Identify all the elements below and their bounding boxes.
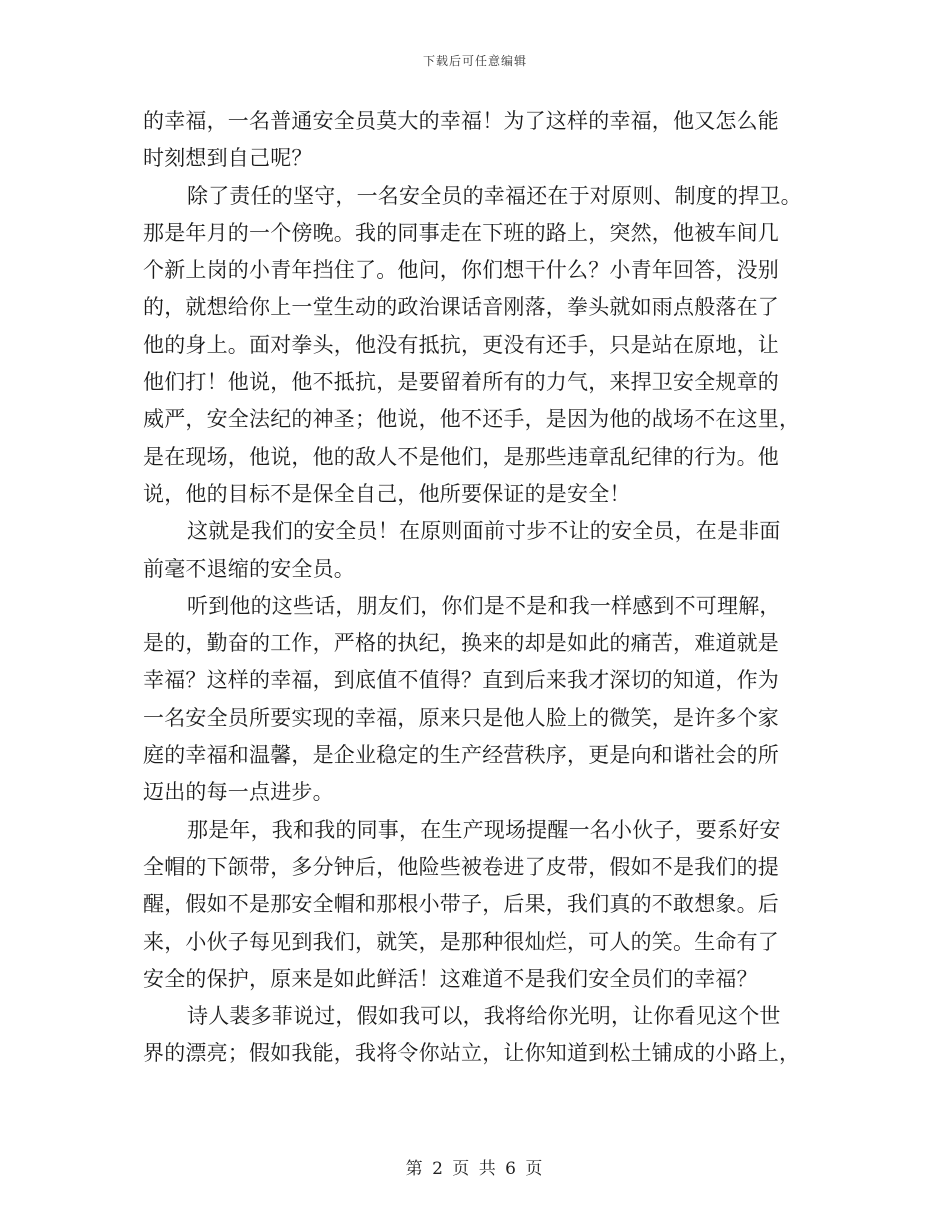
- text-line: 听到他的这些话，朋友们，你们是不是和我一样感到不可理解，: [187, 593, 781, 618]
- text-line: 幸福？这样的幸福，到底值不值得？直到后来我才深切的知道，作为: [143, 668, 779, 693]
- text-line: 诗人裴多菲说过，假如我可以，我将给你光明，让你看见这个世: [187, 1004, 781, 1029]
- text-line: 他的身上。面对拳头，他没有抵抗，更没有还手，只是站在原地，让: [143, 332, 779, 357]
- text-line: 那是年月的一个傍晚。我的同事走在下班的路上，突然，他被车间几: [143, 220, 779, 245]
- text-line: 说，他的目标不是保全自己，他所要保证的是安全！: [143, 481, 631, 506]
- text-line: 这就是我们的安全员！在原则面前寸步不让的安全员，在是非面: [187, 519, 781, 544]
- text-line: 那是年，我和我的同事，在生产现场提醒一名小伙子，要系好安: [187, 817, 781, 842]
- text-line: 界的漂亮；假如我能，我将令你站立，让你知道到松土铺成的小路上，: [143, 1041, 801, 1066]
- text-line: 庭的幸福和温馨，是企业稳定的生产经营秩序，更是向和谐社会的所: [143, 743, 779, 768]
- page-footer: 第 2 页 共 6 页: [405, 1159, 545, 1179]
- text-line: 醒，假如不是那安全帽和那根小带子，后果，我们真的不敢想象。后: [143, 892, 779, 917]
- text-line: 一名安全员所要实现的幸福，原来只是他人脸上的微笑，是许多个家: [143, 705, 779, 730]
- body-text: [143, 103, 813, 1073]
- text-line: 威严，安全法纪的神圣；他说，他不还手，是因为他的战场不在这里，: [143, 407, 801, 432]
- text-line: 的，就想给你上一堂生动的政治课话音刚落，拳头就如雨点般落在了: [143, 295, 779, 320]
- text-line: 迈出的每一点进步。: [143, 780, 334, 805]
- text-line: 前毫不退缩的安全员。: [143, 556, 355, 581]
- text-line: 个新上岗的小青年挡住了。他问，你们想干什么？小青年回答，没别: [143, 258, 779, 283]
- text-line: 的幸福，一名普通安全员莫大的幸福！为了这样的幸福，他又怎么能: [143, 109, 779, 133]
- text-line: 全帽的下颌带，多分钟后，他险些被卷进了皮带，假如不是我们的提: [143, 854, 779, 879]
- text-line: 安全的保护，原来是如此鲜活！这难道不是我们安全员们的幸福？: [143, 966, 758, 991]
- text-line: 是的，勤奋的工作，严格的执纪，换来的却是如此的痛苦，难道就是: [143, 631, 779, 656]
- page-header: 下载后可任意编辑: [422, 54, 527, 68]
- text-line: 来，小伙子每见到我们，就笑，是那种很灿烂，可人的笑。生命有了: [143, 929, 779, 954]
- text-line: 除了责任的坚守，一名安全员的幸福还在于对原则、制度的捍卫。: [187, 183, 802, 208]
- text-line: 是在现场，他说，他的敌人不是他们，是那些违章乱纪律的行为。他: [143, 444, 779, 469]
- text-line: 他们打！他说，他不抵抗，是要留着所有的力气，来捍卫安全规章的: [143, 370, 779, 395]
- text-line: 时刻想到自己呢？: [143, 146, 313, 171]
